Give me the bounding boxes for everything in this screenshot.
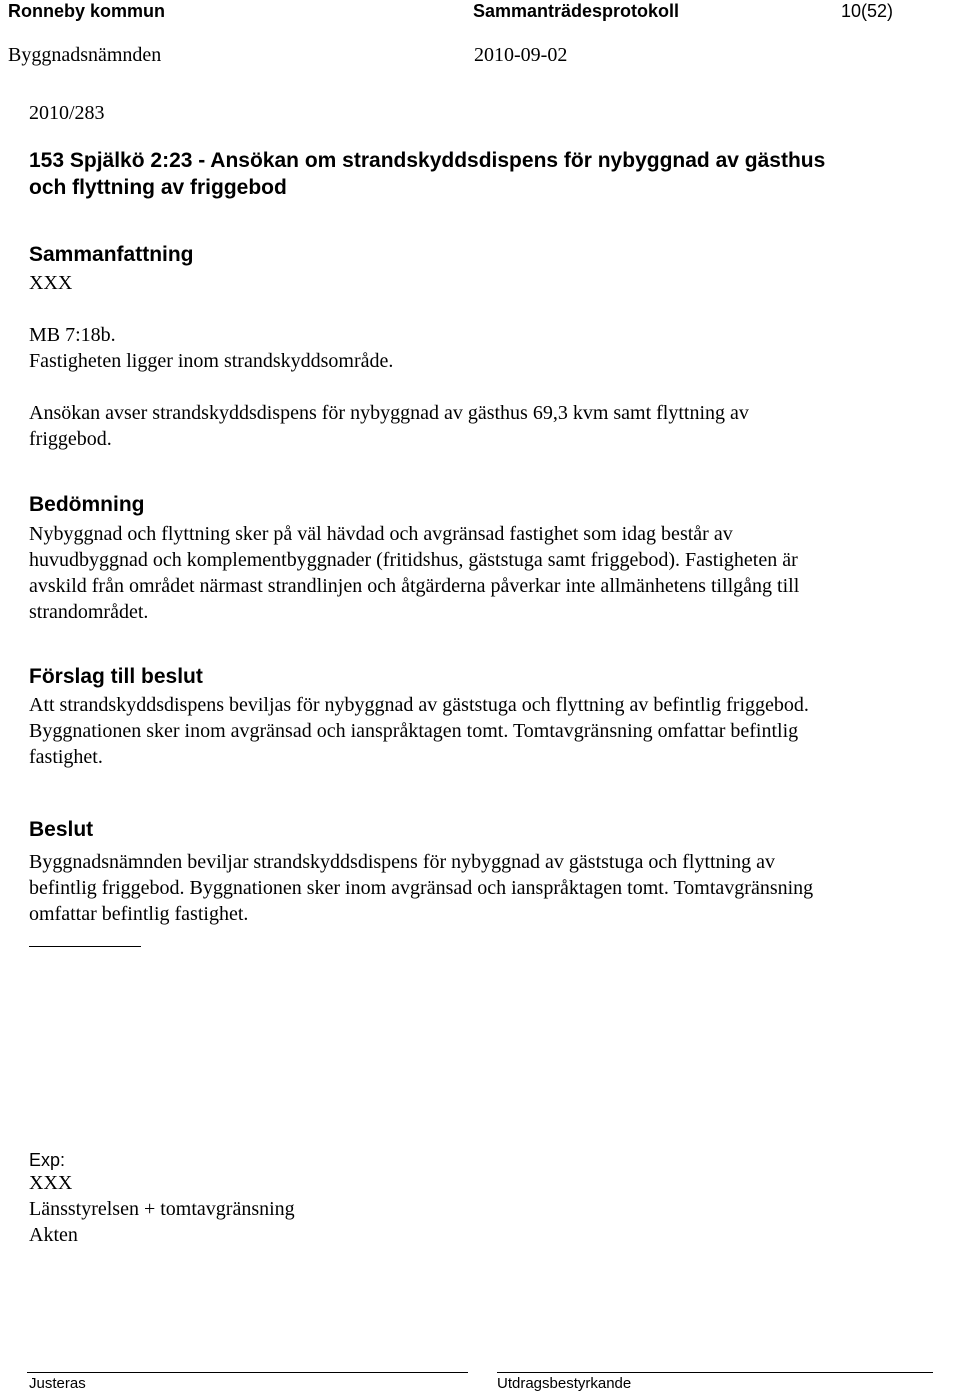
- summary-heading: Sammanfattning: [29, 243, 194, 266]
- case-title-line-2: och flyttning av friggebod: [29, 176, 287, 199]
- footer-rule-left: [27, 1372, 468, 1373]
- proposal-line-3: fastighet.: [29, 746, 103, 768]
- assessment-line-4: strandområdet.: [29, 601, 149, 623]
- proposal-line-1: Att strandskyddsdispens beviljas för nybyggnad av gäststuga och flyttning av befintlig friggebod.: [29, 694, 809, 716]
- assessment-line-1: Nybyggnad och flyttning sker på väl hävdad och avgränsad fastighet som idag består av: [29, 523, 733, 545]
- assessment-line-2: huvudbyggnad och komplementbyggnader (fritidshus, gäststuga samt friggebod). Fastigheten är: [29, 549, 798, 571]
- case-number: 2010/283: [29, 102, 105, 124]
- page-number: 10(52): [841, 1, 894, 21]
- decision-line-1: Byggnadsnämnden beviljar strandskyddsdispens för nybyggnad av gäststuga och flyttning av: [29, 851, 775, 873]
- dispatch-recipient-1: XXX: [29, 1172, 73, 1194]
- dispatch-recipient-2: Länsstyrelsen + tomtavgränsning: [29, 1198, 295, 1220]
- committee-name: Byggnadsnämnden: [8, 44, 162, 66]
- decision-line-2: befintlig friggebod. Byggnationen sker inom avgränsad och ianspråktagen tomt. Tomtavgränsning: [29, 877, 814, 899]
- footer-utdragsbestyrkande: Utdragsbestyrkande: [497, 1375, 632, 1392]
- proposal-line-2: Byggnationen sker inom avgränsad och ianspråktagen tomt. Tomtavgränsning omfattar befintlig: [29, 720, 799, 742]
- assessment-line-3: avskild från området närmast strandlinjen och åtgärderna påverkar inte allmänhetens tillgång till: [29, 575, 800, 597]
- case-title-line-1: 153 Spjälkö 2:23 - Ansökan om strandskyddsdispens för nybyggnad av gästhus: [29, 149, 826, 172]
- summary-line-5: friggebod.: [29, 428, 112, 450]
- dispatch-label: Exp:: [29, 1150, 66, 1170]
- decision-line-3: omfattar befintlig fastighet.: [29, 903, 249, 925]
- organization-name: Ronneby kommun: [8, 1, 166, 21]
- summary-line-3: Fastigheten ligger inom strandskyddsområde.: [29, 350, 394, 372]
- decision-heading: Beslut: [29, 818, 94, 841]
- document-type: Sammanträdesprotokoll: [473, 1, 680, 21]
- assessment-heading: Bedömning: [29, 493, 145, 516]
- meeting-date: 2010-09-02: [474, 44, 568, 66]
- footer-rule-right: [497, 1372, 933, 1373]
- summary-line-4: Ansökan avser strandskyddsdispens för nybyggnad av gästhus 69,3 kvm samt flyttning av: [29, 402, 749, 424]
- footer-justeras: Justeras: [29, 1375, 86, 1392]
- summary-line-2: MB 7:18b.: [29, 324, 116, 346]
- proposal-heading: Förslag till beslut: [29, 665, 203, 688]
- dispatch-recipient-3: Akten: [29, 1224, 78, 1246]
- summary-line-1: XXX: [29, 272, 73, 294]
- section-separator: [29, 946, 141, 947]
